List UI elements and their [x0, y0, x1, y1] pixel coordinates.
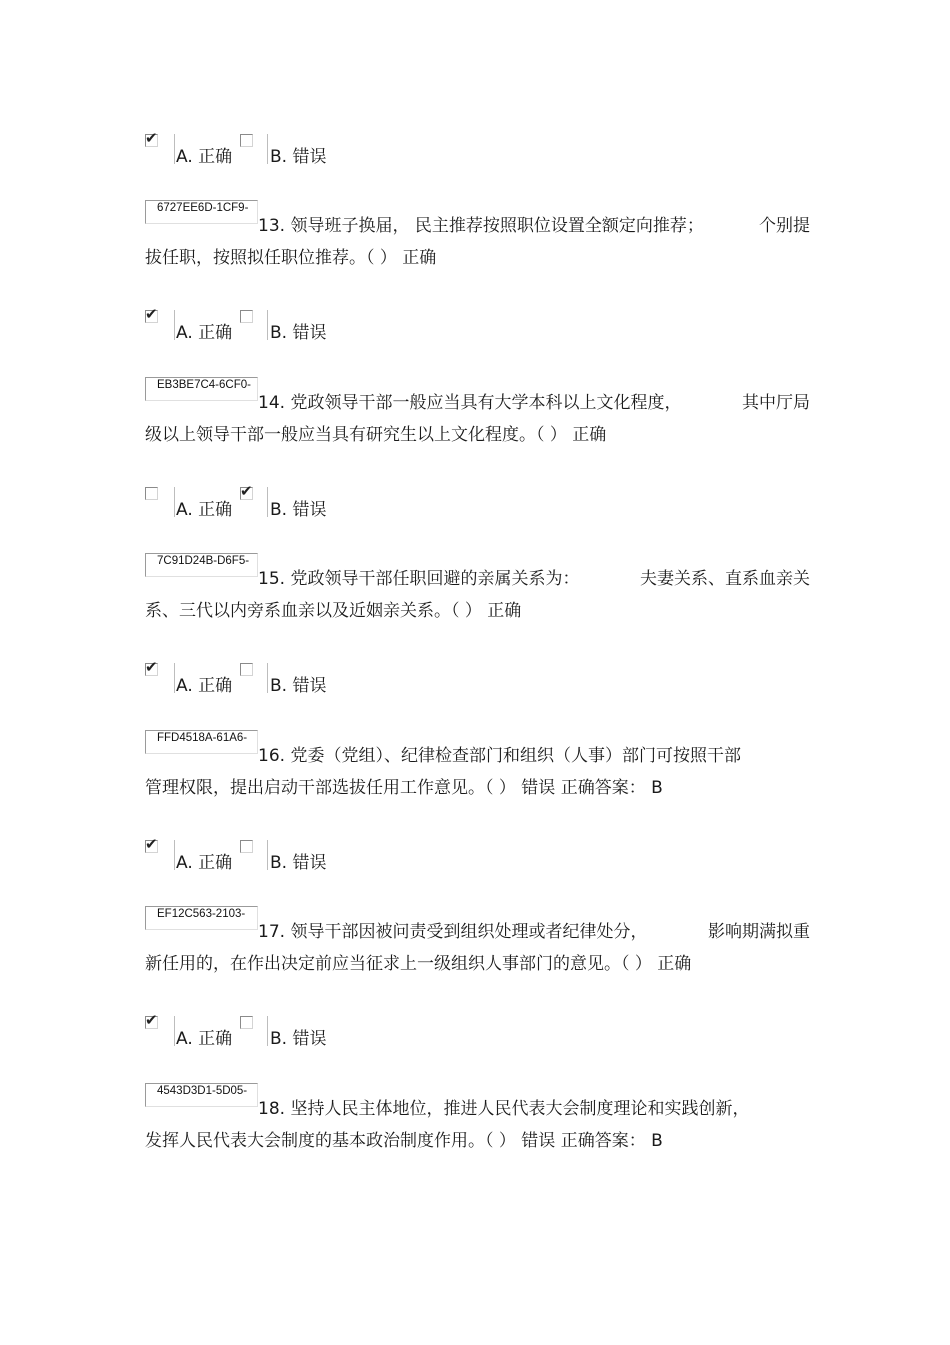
checkmark-icon: ✔	[145, 1011, 158, 1029]
question-id-field[interactable]: 7C91D24B-D6F5-	[145, 553, 258, 577]
question-text: 15. 党政领导干部任职回避的亲属关系为：	[258, 569, 580, 589]
checkbox-q13-b[interactable]	[240, 310, 253, 323]
question-text-cont: 其中厅局	[742, 393, 810, 413]
question-text-line2: 新任用的，在作出决定前应当征求上一级组织人事部门的意见。（ ） 正确	[145, 954, 692, 974]
question-text: 18. 坚持人民主体地位，推进人民代表大会制度理论和实践创新，	[258, 1099, 750, 1119]
question-text: 13. 领导班子换届， 民主推荐按照职位设置全额定向推荐；	[258, 216, 704, 236]
checkbox-q16-a[interactable]	[145, 835, 158, 853]
option-b-label: B. 错误	[270, 147, 327, 167]
checkbox-q14-a[interactable]	[145, 487, 158, 500]
checkbox-q12-b[interactable]	[240, 134, 253, 147]
option-a-label: A. 正确	[176, 676, 233, 696]
checkmark-icon: ✔	[145, 129, 158, 147]
question-text: 14. 党政领导干部一般应当具有大学本科以上文化程度，	[258, 393, 682, 413]
option-a-label: A. 正确	[176, 1029, 233, 1049]
option-b-label: B. 错误	[270, 853, 327, 873]
checkbox-q15-a[interactable]	[145, 658, 158, 676]
question-id-field[interactable]: FFD4518A-61A6-	[145, 730, 258, 754]
checkbox-q15-b[interactable]	[240, 663, 253, 676]
question-14	[145, 379, 810, 451]
question-text: 17. 领导干部因被问责受到组织处理或者纪律处分，	[258, 922, 648, 942]
checkbox-q13-a[interactable]	[145, 305, 158, 323]
question-text-cont: 个别提	[759, 216, 810, 236]
option-b-label: B. 错误	[270, 500, 327, 520]
option-b-label: B. 错误	[270, 323, 327, 343]
question-text: 16. 党委（党组）、纪律检查部门和组织（人事）部门可按照干部	[258, 746, 741, 766]
checkmark-icon: ✔	[145, 658, 158, 676]
checkbox-q17-a[interactable]	[145, 1011, 158, 1029]
question-text-line2: 管理权限，提出启动干部选拔任用工作意见。（ ） 错误 正确答案： B	[145, 778, 663, 798]
option-a-label: A. 正确	[176, 323, 233, 343]
option-a-label: A. 正确	[176, 500, 233, 520]
question-17	[145, 908, 810, 980]
question-16	[145, 732, 810, 804]
option-a-label: A. 正确	[176, 853, 233, 873]
checkmark-icon: ✔	[145, 305, 158, 323]
question-text-line2: 发挥人民代表大会制度的基本政治制度作用。（ ） 错误 正确答案： B	[145, 1131, 663, 1151]
checkbox-q16-b[interactable]	[240, 840, 253, 853]
question-15	[145, 555, 810, 627]
option-b-label: B. 错误	[270, 676, 327, 696]
question-text-line2: 系、三代以内旁系血亲以及近姻亲关系。（ ） 正确	[145, 601, 522, 621]
question-18	[145, 1085, 810, 1157]
checkbox-q14-b[interactable]	[240, 482, 253, 500]
question-id-field[interactable]: EB3BE7C4-6CF0-	[145, 377, 258, 401]
checkmark-icon: ✔	[240, 482, 253, 500]
question-id-field[interactable]: 6727EE6D-1CF9-	[145, 200, 258, 224]
checkbox-q12-a[interactable]	[145, 129, 158, 147]
question-id-field[interactable]: 4543D3D1-5D05-	[145, 1083, 258, 1107]
checkbox-q17-b[interactable]	[240, 1016, 253, 1029]
question-text-line2: 拔任职，按照拟任职位推荐。（ ） 正确	[145, 248, 437, 268]
question-id-field[interactable]: EF12C563-2103-	[145, 906, 258, 930]
question-13	[145, 202, 810, 274]
option-a-label: A. 正确	[176, 147, 233, 167]
question-text-cont: 夫妻关系、直系血亲关	[640, 569, 810, 589]
option-b-label: B. 错误	[270, 1029, 327, 1049]
question-text-line2: 级以上领导干部一般应当具有研究生以上文化程度。（ ） 正确	[145, 425, 607, 445]
checkmark-icon: ✔	[145, 835, 158, 853]
question-text-cont: 影响期满拟重	[708, 922, 810, 942]
